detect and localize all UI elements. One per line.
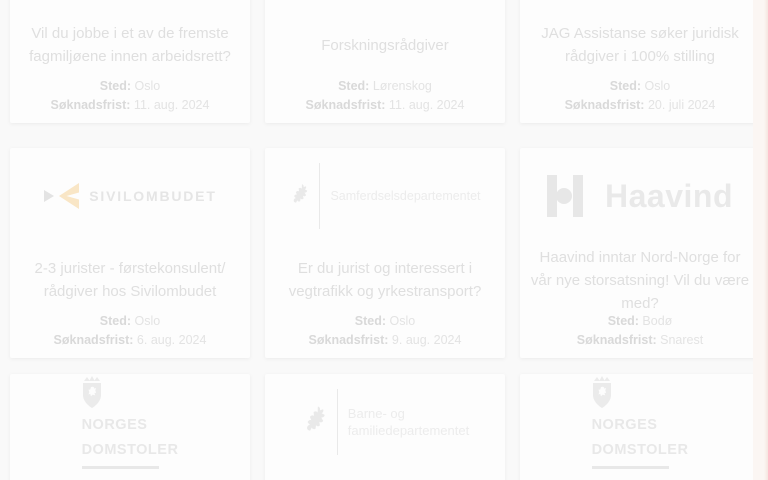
page-right-edge-strip <box>753 0 768 480</box>
employer-logo <box>10 0 250 9</box>
ministry-name: Samferdselsdepartementet <box>330 189 481 203</box>
location-value: Oslo <box>644 79 671 93</box>
haavind-logo <box>547 175 733 217</box>
job-meta <box>10 314 250 347</box>
job-card[interactable] <box>265 148 505 358</box>
employer-logo <box>265 0 505 9</box>
employer-logo <box>265 374 505 470</box>
location-value: Lørenskog <box>372 79 432 93</box>
job-card[interactable] <box>520 0 760 123</box>
job-meta <box>10 79 250 112</box>
location-label: Sted: <box>354 314 387 328</box>
location-value: Oslo <box>134 314 161 328</box>
deadline-value: 9. aug. 2024 <box>391 333 462 347</box>
employer-logo <box>520 0 760 9</box>
deadline-value: Snarest <box>660 333 704 347</box>
sivilombudet-arrow-right-icon <box>43 188 55 204</box>
job-meta <box>265 314 505 347</box>
haavind-logo-text: Haavind <box>605 177 733 214</box>
deadline-value: 11. aug. 2024 <box>388 98 465 112</box>
employer-logo <box>10 374 250 470</box>
deadline-label: Søknadsfrist: <box>305 98 386 112</box>
job-card-row-3 <box>10 374 760 480</box>
sivilombudet-logo <box>43 182 216 210</box>
job-title: Vil du jobbe i et av de fremste fagmiljøene innen arbeidsrett? <box>29 25 231 65</box>
employer-logo <box>520 148 760 244</box>
job-title: Haavind inntar Nord-Norge for vår nye storsatsning! Vil du være med? <box>530 248 750 312</box>
logo-divider <box>337 389 338 455</box>
norges-domstoler-logo-text: NORGES DOMSTOLER <box>591 416 689 458</box>
samferdselsdepartementet-logo <box>289 163 480 229</box>
ministry-name: Barne- og familiedepartementet <box>347 406 470 438</box>
employer-logo <box>10 148 250 244</box>
location-label: Sted: <box>607 314 639 328</box>
employer-logo <box>520 374 760 470</box>
location-value: Oslo <box>134 79 161 93</box>
employer-logo <box>265 148 505 244</box>
sivilombudet-arrow-left-icon <box>57 182 79 210</box>
location-value: Bodø <box>642 314 673 328</box>
deadline-value: 20. juli 2024 <box>647 98 716 112</box>
job-card[interactable] <box>10 374 250 480</box>
deadline-label: Søknadsfrist: <box>576 333 657 347</box>
location-label: Sted: <box>99 314 132 328</box>
deadline-label: Søknadsfrist: <box>564 98 645 112</box>
location-label: Sted: <box>99 79 132 93</box>
job-card-row-2 <box>10 148 760 358</box>
job-meta <box>520 314 760 347</box>
job-meta <box>520 79 760 112</box>
job-card-row-1 <box>10 0 760 123</box>
sivilombudet-logo-text: SIVILOMBUDET <box>89 188 217 204</box>
deadline-label: Søknadsfrist: <box>308 333 389 347</box>
job-title: 2-3 jurister - førstekonsulent/ rådgiver hos Sivilombudet <box>34 260 226 300</box>
court-shield-icon <box>592 376 612 409</box>
job-card[interactable] <box>10 0 250 123</box>
location-label: Sted: <box>338 79 370 93</box>
job-card[interactable] <box>265 374 505 480</box>
logo-divider <box>319 163 320 229</box>
job-card[interactable] <box>10 148 250 358</box>
deadline-value: 6. aug. 2024 <box>136 333 207 347</box>
norges-domstoler-logo <box>592 376 689 469</box>
norwegian-lion-icon <box>301 405 327 439</box>
norges-domstoler-logo <box>82 376 179 469</box>
location-label: Sted: <box>609 79 642 93</box>
job-card[interactable] <box>265 0 505 123</box>
job-card[interactable] <box>520 374 760 480</box>
haavind-h-icon <box>547 175 583 217</box>
job-title: Forskningsrådgiver <box>321 36 449 54</box>
location-value: Oslo <box>389 314 416 328</box>
deadline-label: Søknadsfrist: <box>53 333 134 347</box>
job-meta <box>265 79 505 112</box>
norwegian-lion-icon <box>289 183 309 209</box>
job-card[interactable] <box>520 148 760 358</box>
logo-underline <box>592 466 669 469</box>
logo-underline <box>82 466 159 469</box>
norges-domstoler-logo-text: NORGES DOMSTOLER <box>81 416 179 458</box>
deadline-value: 11. aug. 2024 <box>133 98 210 112</box>
court-shield-icon <box>82 376 102 409</box>
job-title: Er du jurist og interessert i vegtrafikk og yrkestransport? <box>288 260 482 300</box>
deadline-label: Søknadsfrist: <box>50 98 131 112</box>
barne-og-familiedepartementet-logo <box>301 389 469 455</box>
job-title: JAG Assistanse søker juridisk rådgiver i 100% stilling <box>541 25 739 65</box>
